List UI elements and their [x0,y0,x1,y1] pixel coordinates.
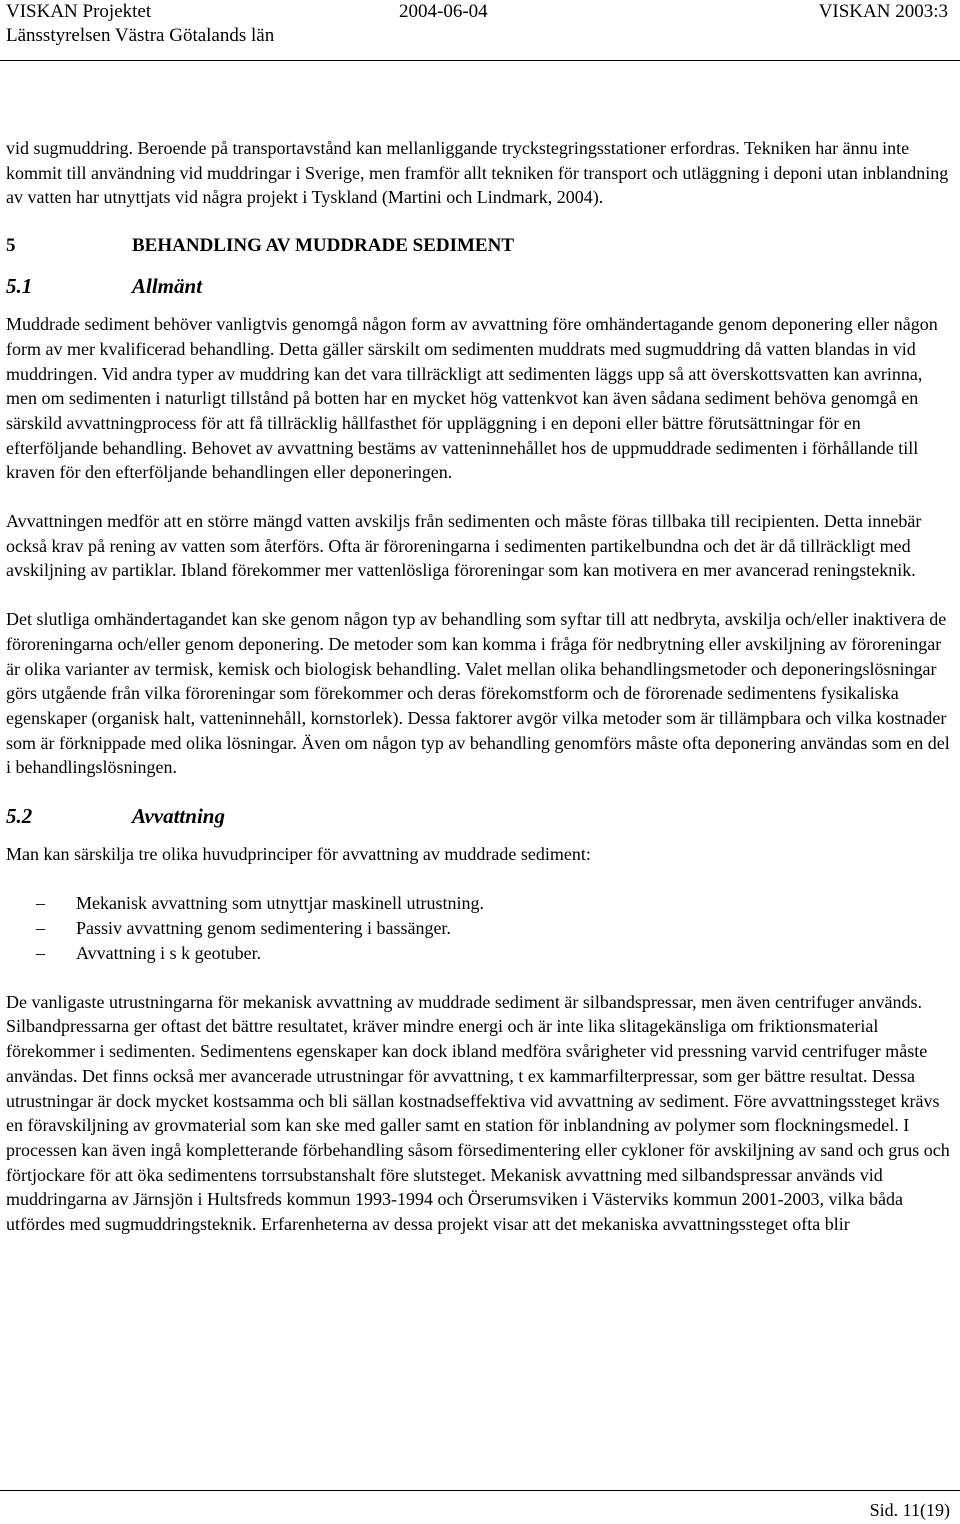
paragraph: Muddrade sediment behöver vanligtvis genomgå någon form av avvattning före omhändertagande genom deponering eller någon form av mer kvalificerad behandling. Detta gäller särskilt om sedimenten muddrats med sugmuddring då vatten blandas in vid muddringen. Vid andra typer av muddring kan det vara tillräckligt att sedimenten läggs upp så att överskottsvatten kan avrinna, men om sedimenten i naturligt tillstånd på botten har en mycket hög vattenkvot kan även sådana sediment behöva genomgå en särskild avvattningprocess för att få tillräcklig hållfasthet för uppläggning i en deponi eller bättre förutsättningar för en efterföljande behandling. Behovet av avvattning bestäms av vatteninnehållet hos de uppmuddrade sedimenten i förhållande till kraven för den efterföljande behandlingen eller deponeringen. [6,314,938,483]
list-item [6,916,954,941]
paragraph: Avvattningen medför att en större mängd vatten avskiljs från sedimenten och måste föras tillbaka till recipienten. Detta innebär också krav på rening av vatten som återförs. Ofta är föroreningarna i sedimenten partikelbundna och det är då tillräckligt med avskiljning av partiklar. Ibland förekommer mer vattenlösliga föroreningar som kan motivera en mer avancerad reningsteknik. [6,511,922,581]
header-report-id: VISKAN 2003:3 [818,1,948,22]
subsection-number: 5.2 [6,804,33,829]
paragraph-intro: vid sugmuddring. Beroende på transportavstånd kan mellanliggande tryckstegringsstationer erfordras. Tekniken har ännu inte kommit till användning vid muddringar i Sverige, men framför allt tekniken för transport och utläggning i deponi utan inblandning av vatten har utnyttjats vid några projekt i Tyskland (Martini och Lindmark, 2004). [6,138,949,208]
list-item-text: Avvattning i s k geotuber. [76,942,262,963]
document-body [6,136,954,1237]
subsection-heading-5-2 [6,804,954,828]
paragraph: Det slutliga omhändertagandet kan ske genom någon typ av behandling som syftar till att nedbryta, avskilja och/eller inaktivera de föroreningarna och/eller genom deponering. De metoder som kan komma i fråga för nedbrytning eller avskiljning av föroreningar är olika varianter av termisk, kemisk och biologisk behandling. Valet mellan olika behandlingsmetoder och deponeringslösningar görs utgående från vilka föroreningar som förekommer och deras förekomstform och de förorenade sedimentens fysikaliska egenskaper (organisk halt, vatteninnehåll, kornstorlek). Dessa faktorer avgör vilka metoder som är tillämpbara och vilka kostnader som är förknippade med olika lösningar. Även om någon typ av behandling genomförs måste ofta deponering användas som en del i behandlingslösningen. [6,609,950,778]
list-item-text: Passiv avvattning genom sedimentering i bassänger. [76,917,451,938]
section-title: BEHANDLING AV MUDDRADE SEDIMENT [132,235,514,257]
list-item [6,941,954,966]
footer-divider [0,1490,960,1491]
dash-bullet: – [36,892,45,913]
subsection-number: 5.1 [6,274,33,299]
subsection-heading-5-1 [6,274,954,298]
header-divider [0,60,960,61]
dash-bullet: – [36,917,45,938]
header-date: 2004-06-04 [399,1,488,22]
list-item-text: Mekanisk avvattning som utnyttjar maskinell utrustning. [76,892,484,913]
method-list [6,891,954,966]
subsection-title: Allmänt [132,274,203,299]
section-heading-5 [6,234,954,258]
dash-bullet: – [36,942,45,963]
header-project: VISKAN Projektet [6,1,152,22]
paragraph: Man kan särskilja tre olika huvudprinciper för avvattning av muddrade sediment: [6,844,591,865]
page-number: Sid. 11(19) [869,1500,950,1520]
subsection-title: Avvattning [132,804,225,829]
paragraph: De vanligaste utrustningarna för mekanisk avvattning av muddrade sediment är silbandspressar, men även centrifuger används. Silbandpressarna ger oftast det bättre resultatet, kräver mindre energi och är inte lika slitagekänsliga om friktionsmaterial förekommer i sedimenten. Sedimentens egenskaper kan dock ibland medföra svårigheter vid pressning varvid centrifuger måste användas. Det finns också mer avancerade utrustningar för avvattning, t ex kammarfilterpressar, som ger bättre resultat. Dessa utrustningar är dock mycket kostsamma och bli sällan kostnadseffektiva vid avvattning av sediment. Före avvattningssteget krävs en föravskiljning av grovmaterial som kan ske med galler samt en station för inblandning av polymer som flockningsmedel. I processen kan även ingå kompletterande förbehandling såsom försedimentering eller cykloner för avskiljning av sand och grus och förtjockare för att öka sedimentens torrsubstanshalt före slutsteget. Mekanisk avvattning med silbandspressar används vid muddringarna av Järnsjön i Hultsfreds kommun 1993-1994 och Örserumsviken i Västerviks kommun 2001-2003, vilka båda utfördes med sugmuddringsteknik. Erfarenheterna av dessa projekt visar att det mekaniska avvattningssteget ofta blir [6,991,950,1235]
section-number: 5 [6,235,16,257]
header-organization: Länsstyrelsen Västra Götalands län [6,25,275,46]
list-item [6,891,954,916]
